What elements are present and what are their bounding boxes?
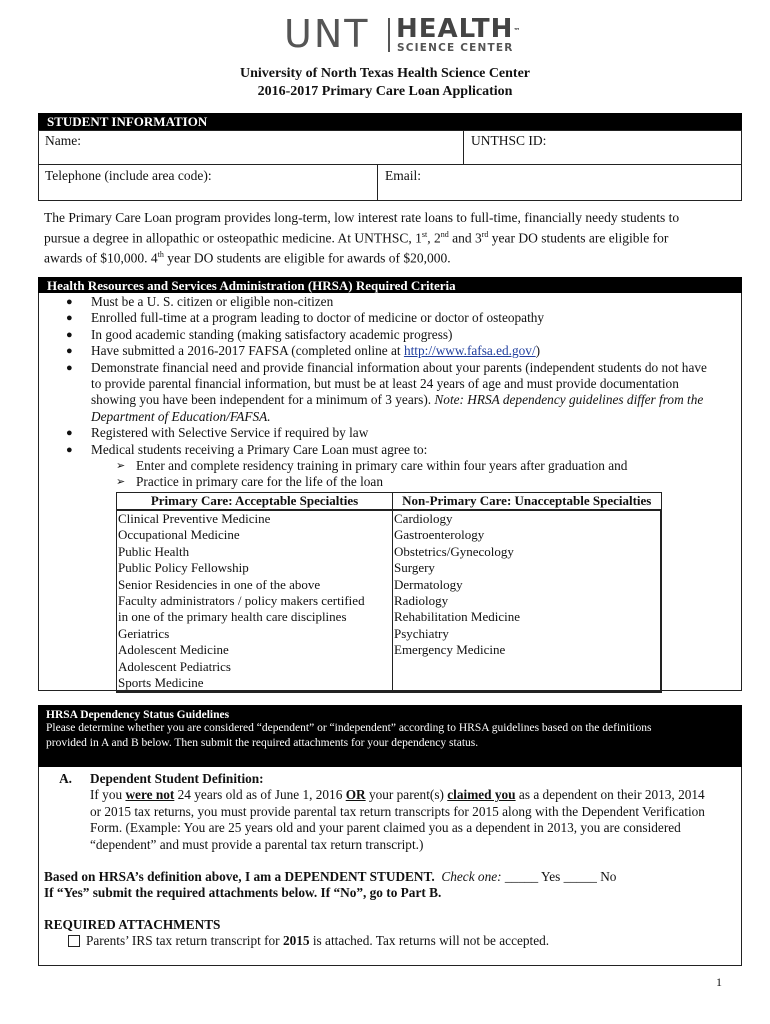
list-item: ➢ Enter and complete residency training in primary care within four years after graduation and bbox=[116, 458, 628, 474]
student-info-table bbox=[38, 130, 742, 201]
table-row: Adolescent Pediatrics bbox=[117, 659, 662, 675]
table-row: Geriatrics Psychiatry bbox=[117, 626, 662, 642]
document-title-line1: University of North Texas Health Science Center bbox=[239, 66, 531, 81]
table-row: Public Policy Fellowship Surgery bbox=[117, 560, 662, 576]
table-row: Faculty administrators / policy makers certified Radiology bbox=[117, 593, 662, 609]
list-item: ● Enrolled full-time at a program leading to doctor of medicine or doctor of osteopathy bbox=[66, 310, 545, 326]
arrow-bullet-icon: ➢ bbox=[116, 460, 126, 473]
tax-transcript-checkbox[interactable] bbox=[68, 935, 80, 947]
dependency-heading: HRSA Dependency Status Guidelines bbox=[46, 709, 230, 721]
table-row: Clinical Preventive Medicine Cardiology bbox=[117, 510, 662, 527]
logo-subtitle: SCIENCE CENTER bbox=[397, 42, 514, 54]
student-info-heading: STUDENT INFORMATION bbox=[38, 113, 742, 130]
table-row: Senior Residencies in one of the above Dermatology bbox=[117, 577, 662, 593]
list-item: ● Medical students receiving a Primary Care Loan must agree to: bbox=[66, 441, 428, 457]
page-number: 1 bbox=[716, 975, 722, 989]
table-row: Occupational Medicine Gastroenterology bbox=[117, 527, 662, 543]
yes-no-choice[interactable]: _____ Yes _____ No bbox=[504, 869, 617, 884]
table-row: Sports Medicine bbox=[117, 675, 662, 692]
telephone-label: Telephone (include area code): bbox=[45, 168, 212, 183]
required-attachments-heading: REQUIRED ATTACHMENTS bbox=[44, 917, 221, 932]
fafsa-link[interactable]: http://www.fafsa.ed.gov/ bbox=[403, 343, 536, 359]
acceptable-specialties-header: Primary Care: Acceptable Specialties bbox=[117, 493, 393, 511]
list-item: ● Must be a U. S. citizen or eligible non-citizen bbox=[66, 294, 334, 309]
email-field[interactable] bbox=[431, 166, 737, 198]
section-a: A. Dependent Student Definition: If you were not 24 years old as of June 1, 2016 OR your parent(s) claimed you as a dependent on their 2013, 2014 or 2015 tax returns, you must provide parental tax return transcripts for 2015 along with the Dependent Verification Form. (Example: You are 25 years old and your parent claimed you as a dependent in 2013, you are considered “dependent” and must provide a parental tax return transcript.) bbox=[59, 771, 705, 852]
required-attachments: REQUIRED ATTACHMENTS Parents’ IRS tax return transcript for 2015 is attached. Tax returns will not be accepted. bbox=[44, 917, 739, 950]
email-label: Email: bbox=[385, 168, 421, 183]
list-item: ● Have submitted a 2016-2017 FAFSA (completed online at http://www.fafsa.ed.gov/) bbox=[66, 343, 541, 359]
criteria-heading: Health Resources and Services Administration (HRSA) Required Criteria bbox=[38, 277, 742, 293]
section-a-title: Dependent Student Definition: bbox=[90, 771, 264, 786]
logo-divider bbox=[388, 18, 390, 52]
list-item: ➢ Practice in primary care for the life of the loan bbox=[116, 474, 383, 490]
arrow-bullet-icon: ➢ bbox=[116, 476, 126, 489]
dependency-guidelines-banner bbox=[38, 705, 742, 767]
list-item: ● Registered with Selective Service if required by law bbox=[66, 425, 369, 441]
unacceptable-specialties-header: Non-Primary Care: Unacceptable Specialties bbox=[393, 493, 662, 511]
criteria-list bbox=[44, 294, 739, 491]
name-field[interactable] bbox=[99, 132, 459, 162]
dependent-declaration: Based on HRSA’s definition above, I am a DEPENDENT STUDENT. Check one: _____ Yes _____ No If “Yes” submit the required attachments below. If “No”, go to Part B. bbox=[44, 869, 617, 901]
name-label: Name: bbox=[45, 133, 81, 148]
document-title-line2: 2016-2017 Primary Care Loan Application bbox=[257, 84, 513, 99]
unthsc-id-field[interactable] bbox=[551, 132, 737, 162]
unthsc-id-label: UNTHSC ID: bbox=[471, 133, 547, 148]
list-item: ● Demonstrate financial need and provide financial information about your parents (independent students do not have to provide parental financial information, but must be at least 24 years of age and must provide documentation showing you have been independent for a minimum of 3 years). Note: HRSA dependency guidelines differ from the Department of Education/FAFSA. bbox=[66, 359, 707, 424]
specialties-table bbox=[116, 492, 662, 693]
dependency-description-line2: provided in A and B below. Then submit the required attachments for your dependency status. bbox=[46, 737, 479, 749]
table-row: Adolescent Medicine Emergency Medicine bbox=[117, 642, 662, 658]
telephone-field[interactable] bbox=[231, 166, 373, 198]
table-row: in one of the primary health care disciplines Rehabilitation Medicine bbox=[117, 609, 662, 625]
dependency-description-line1: Please determine whether you are considered “dependent” or “independent” according to HRSA guidelines based on the definitions bbox=[46, 722, 652, 734]
logo-health-text: HEALTH™ bbox=[396, 14, 522, 44]
table-row: Public Health Obstetrics/Gynecology bbox=[117, 544, 662, 560]
intro-paragraph: The Primary Care Loan program provides long-term, low interest rate loans to full-time, financially needy students to pursue a degree in allopathic or osteopathic medicine. At UNTHSC, 1st, 2nd and 3rd year DO students are eligible for awards of $10,000. 4th year DO students are eligible for awards of $20,000. bbox=[44, 210, 680, 265]
logo-unt-text: UNT bbox=[284, 12, 370, 56]
list-item: ● In good academic standing (making satisfactory academic progress) bbox=[66, 326, 453, 342]
